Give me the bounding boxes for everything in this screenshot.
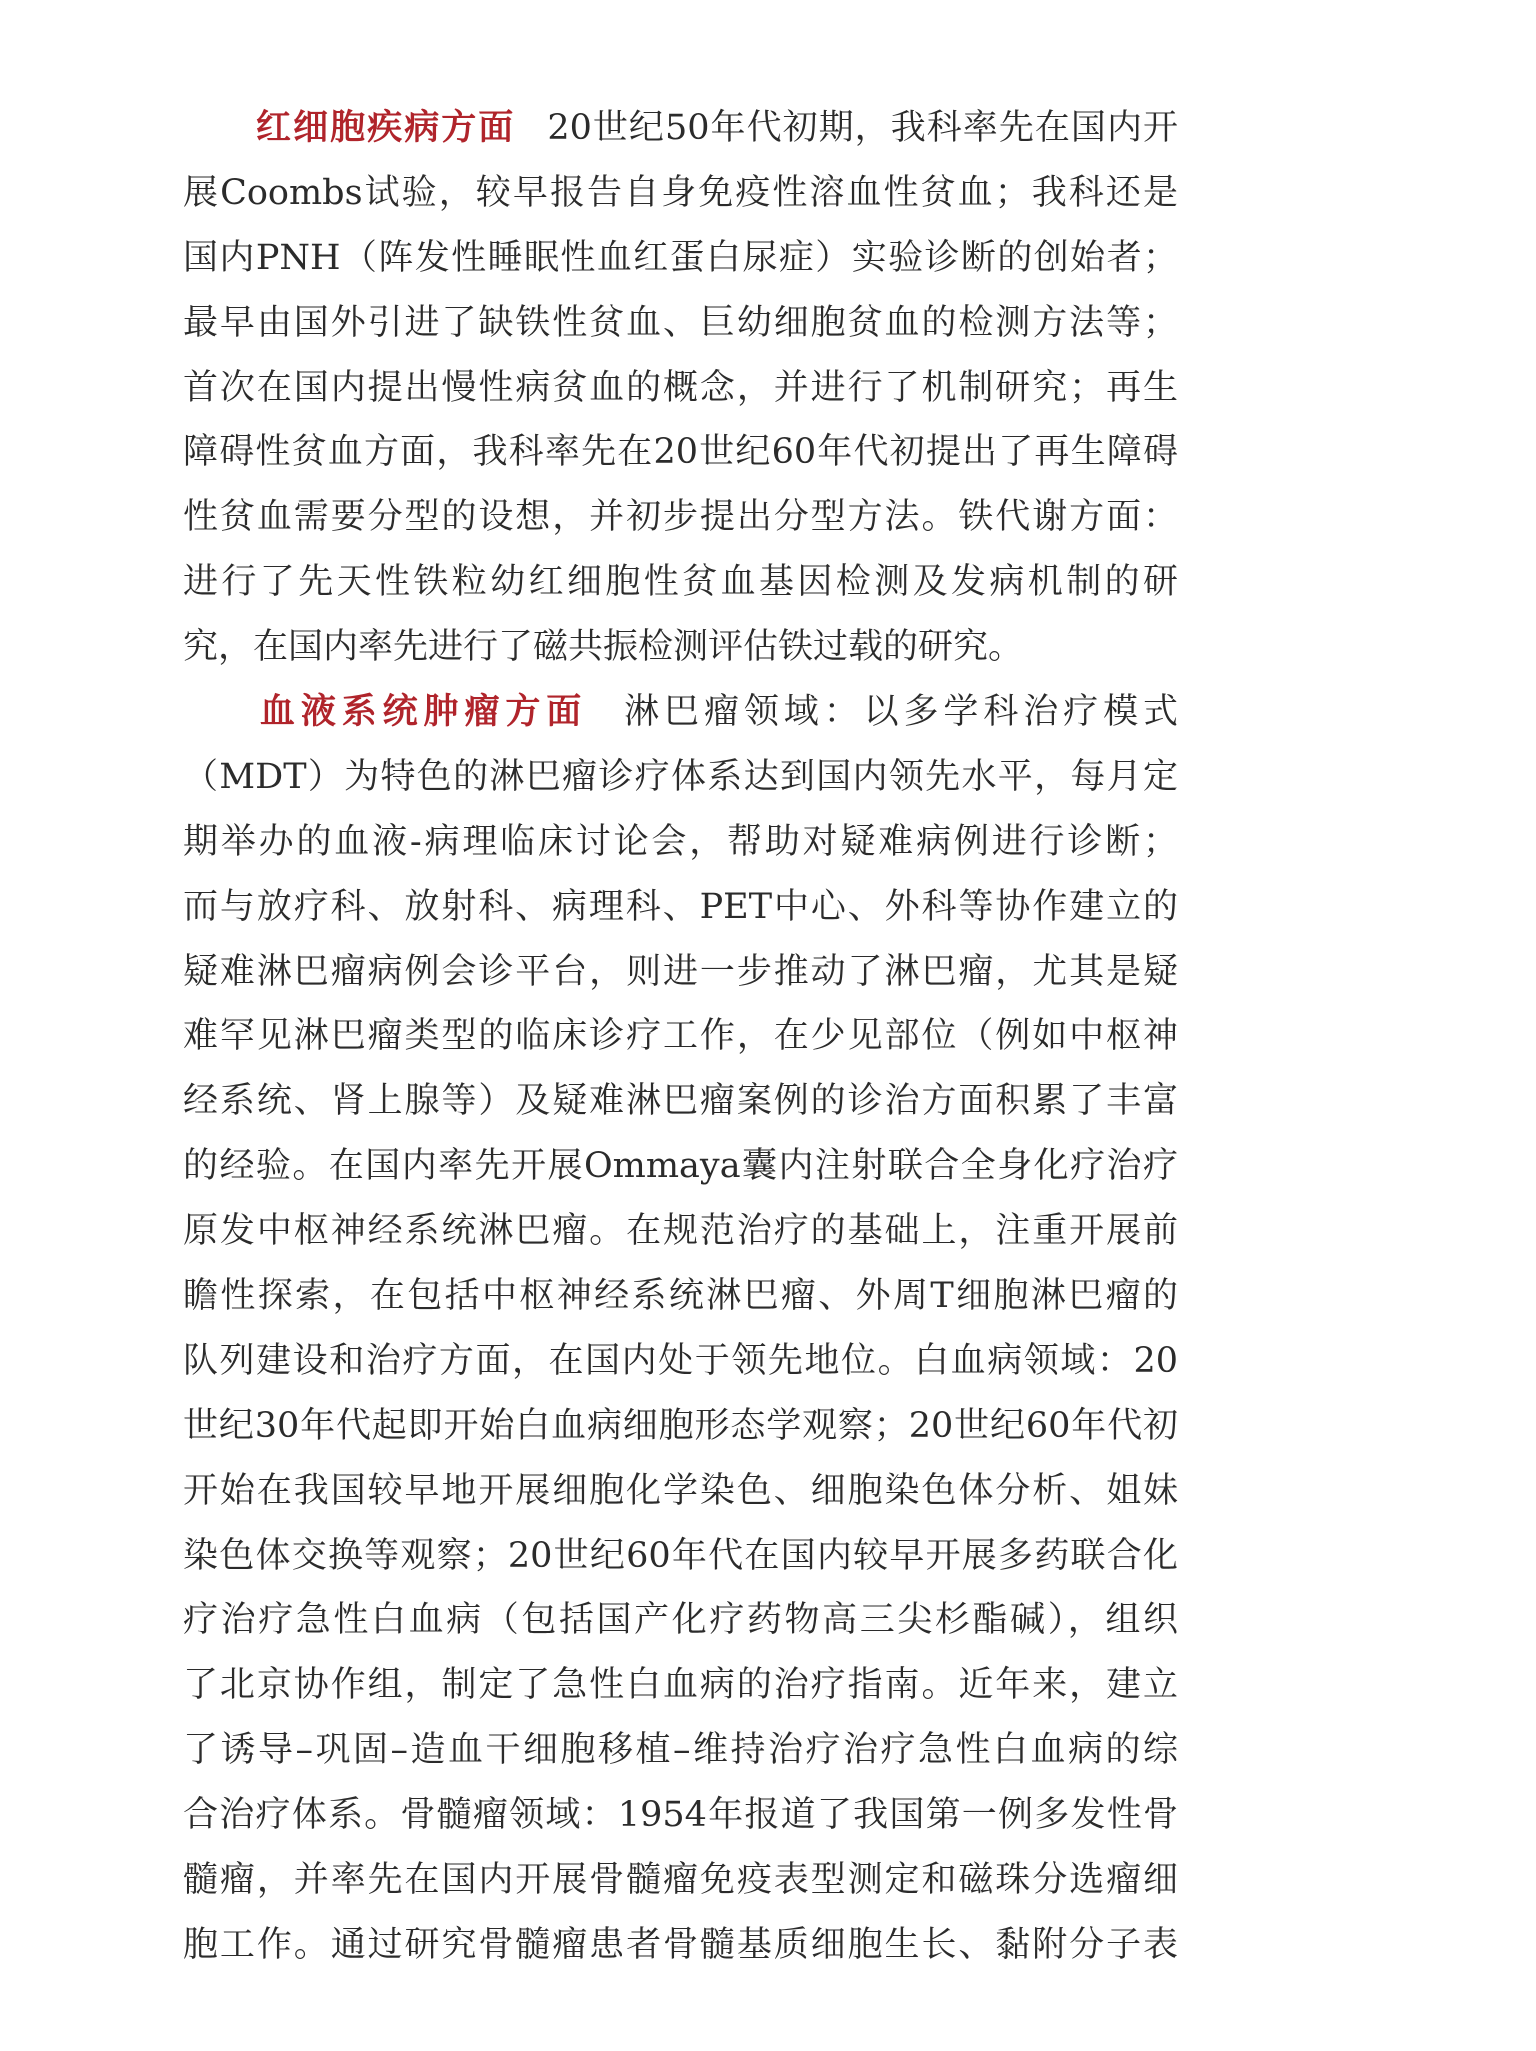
text-line: 期举办的血液-病理临床讨论会，帮助对疑难病例进行诊断； <box>183 821 1178 862</box>
text-line: 障碍性贫血方面，我科率先在20世纪60年代初提出了再生障碍 <box>183 432 1178 473</box>
text-line: 的经验。在国内率先开展Ommaya囊内注射联合全身化疗治疗 <box>183 1146 1178 1187</box>
text-line: 进行了先天性铁粒幼红细胞性贫血基因检测及发病机制的研 <box>183 562 1178 603</box>
text-line: 究，在国内率先进行了磁共振检测评估铁过载的研究。 <box>183 627 1024 668</box>
text-line: 而与放疗科、放射科、病理科、PET中心、外科等协作建立的 <box>183 886 1178 927</box>
text-line: 首次在国内提出慢性病贫血的概念，并进行了机制研究；再生 <box>183 367 1178 408</box>
text-line: 队列建设和治疗方面，在国内处于领先地位。白血病领域：20 <box>183 1340 1178 1381</box>
text-line: 展Coombs试验，较早报告自身免疫性溶血性贫血；我科还是 <box>183 172 1178 213</box>
paragraph-red-cell-line-1 <box>183 96 1178 161</box>
paragraph-tumor-line-1 <box>183 680 1178 745</box>
text-line: 胞工作。通过研究骨髓瘤患者骨髓基质细胞生长、黏附分子表 <box>183 1924 1178 1965</box>
body-text <box>183 96 1178 1978</box>
text-line: 开始在我国较早地开展细胞化学染色、细胞染色体分析、姐妹 <box>183 1470 1178 1511</box>
text-line: 了诱导–巩固–造血干细胞移植–维持治疗治疗急性白血病的综 <box>183 1730 1178 1771</box>
text-line: 合治疗体系。骨髓瘤领域：1954年报道了我国第一例多发性骨 <box>183 1795 1178 1836</box>
text-line: 经系统、肾上腺等）及疑难淋巴瘤案例的诊治方面积累了丰富 <box>183 1081 1178 1122</box>
text-line: 了北京协作组，制定了急性白血病的治疗指南。近年来，建立 <box>183 1665 1178 1706</box>
text-line: 髓瘤，并率先在国内开展骨髓瘤免疫表型测定和磁珠分选瘤细 <box>183 1860 1178 1901</box>
text-line: 20世纪50年代初期，我科率先在国内开 <box>547 108 1178 148</box>
text-line: （MDT）为特色的淋巴瘤诊疗体系达到国内领先水平，每月定 <box>183 756 1178 797</box>
text-line: 疗治疗急性白血病（包括国产化疗药物高三尖杉酯碱），组织 <box>183 1600 1178 1641</box>
text-line: 瞻性探索，在包括中枢神经系统淋巴瘤、外周T细胞淋巴瘤的 <box>183 1276 1178 1317</box>
text-line: 世纪30年代起即开始白血病细胞形态学观察；20世纪60年代初 <box>183 1405 1178 1446</box>
text-line: 国内PNH（阵发性睡眠性血红蛋白尿症）实验诊断的创始者； <box>183 237 1178 278</box>
text-line: 难罕见淋巴瘤类型的临床诊疗工作，在少见部位（例如中枢神 <box>183 1016 1178 1057</box>
text-line: 性贫血需要分型的设想，并初步提出分型方法。铁代谢方面： <box>183 497 1178 538</box>
section-heading-tumor: 血液系统肿瘤方面 <box>255 691 588 733</box>
text-line: 疑难淋巴瘤病例会诊平台，则进一步推动了淋巴瘤，尤其是疑 <box>183 951 1178 992</box>
text-line: 染色体交换等观察；20世纪60年代在国内较早开展多药联合化 <box>183 1535 1178 1576</box>
text-line: 原发中枢神经系统淋巴瘤。在规范治疗的基础上，注重开展前 <box>183 1211 1178 1252</box>
section-heading-red-cell: 红细胞疾病方面 <box>255 107 516 148</box>
text-line: 最早由国外引进了缺铁性贫血、巨幼细胞贫血的检测方法等； <box>183 302 1178 343</box>
text-line: 淋巴瘤领域：以多学科治疗模式 <box>619 692 1178 733</box>
